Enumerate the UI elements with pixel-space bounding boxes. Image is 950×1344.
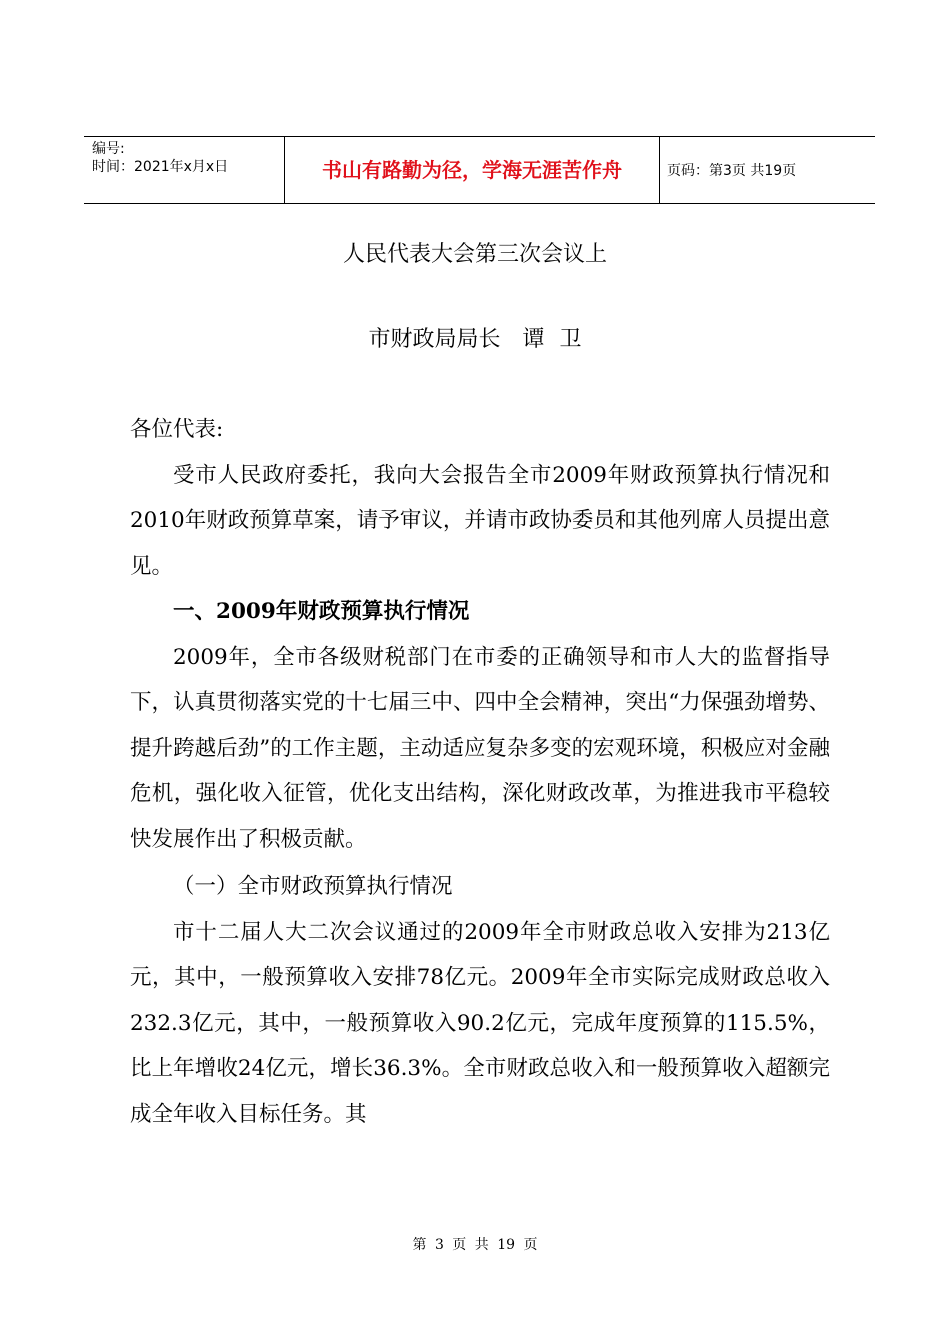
document-title-line2: 市财政局局长 谭 卫 [368, 327, 582, 352]
date-label: 时间：2021年x月x日 [92, 159, 229, 175]
header-motto-cell [284, 137, 660, 203]
section-heading: 一、2009年财政预算执行情况 [173, 599, 470, 624]
document-title-line1: 人民代表大会第三次会议上 [342, 242, 607, 267]
page-footer: 第 3 页 共 19 页 [412, 1237, 538, 1253]
intro-paragraph: 受市人民政府委托，我向大会报告全市2009年财政预算执行情况和2010年财政预算草案，请予审议，并请市政协委员和其他列席人员提出意见。 [130, 462, 830, 579]
salutation: 各位代表: [130, 417, 224, 442]
document-body [130, 407, 830, 1137]
header-meta-cell [84, 137, 284, 203]
header-page-cell [659, 137, 875, 203]
subsection-heading: （一）全市财政预算执行情况 [173, 874, 453, 899]
serial-number-label: 编号: [92, 141, 125, 157]
motto-text: 书山有路勤为径，学海无涯苦作舟 [322, 158, 622, 182]
header-table [84, 136, 875, 204]
subsection-paragraph: 市十二届人大二次会议通过的2009年全市财政总收入安排为213亿元，其中，一般预算收入安排78亿元。2009年全市实际完成财政总收入232.3亿元，其中，一般预算收入90.2亿元，完成年度预算的115.5%，比上年增收24亿元，增长36.3%。全市财政总收入和一般预算收入超额完成全年收入目标任务。其 [130, 919, 830, 1127]
page-info: 页码：第3页 共19页 [667, 163, 797, 179]
section-paragraph: 2009年，全市各级财税部门在市委的正确领导和市人大的监督指导下，认真贯彻落实党的十七届三中、四中全会精神，突出“力保强劲增势、提升跨越后劲”的工作主题，主动适应复杂多变的宏观环境，积极应对金融危机，强化收入征管，优化支出结构，深化财政改革，为推进我市平稳较快发展作出了积极贡献。 [130, 644, 830, 852]
